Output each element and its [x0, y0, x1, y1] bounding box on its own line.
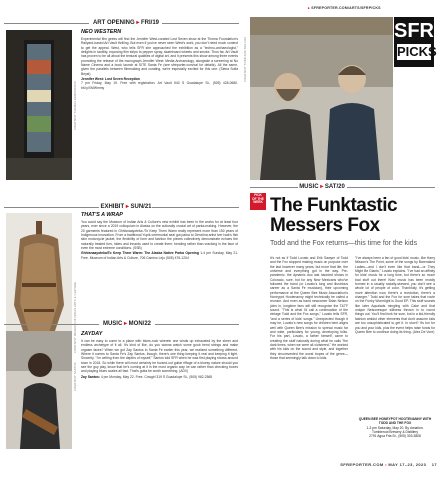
exhibit-kicker: THAT'S A WRAP	[81, 212, 123, 218]
music-mon-header: MUSIC ▸ MON/22	[102, 321, 152, 327]
feature-column-1: It's not as if Todd Lovato and Erik Sawyer of Todd and the Fox stopped making music on purpose over the last however many years, but more that life, the universe and everything got in the way. Pre-pandemic, the dynamic duo last haunted shows in Colorado, sure, but for any New Mexicans who've followed the band (or Lovato's long and illustrious career as a Santa Fe musician), their upcoming performance at the Queen Bee Music Association's Honeypot Hootenanny might technically be called a reunion. And even as band newcomer Brian Nelson joins in, longtime fans will still recognize the T&TF sound. "This is what I'd call a continuation of the vintage Todd and the Fox songs," Lovato tells SFR, "and a series of kids' songs." Unexpected though it may be, Lovato's new songs for children bent aligns well with Queen Bee's mission to spread music far and wide, particularly for young, developing folks. For his part, Lovato, a father himself, came to creating the stuff naturally during what he calls "the dark times, when we were all cloistered." He worked with his kids on the sound and style, and together they circumvented the worst tropes of the genre—those that seemingly talk down to kids.	[270, 256, 348, 360]
art-photo	[6, 30, 72, 180]
pick-of-the-week-badge: PICK OF THE WEEK	[250, 193, 266, 210]
art-body: Experimental film geeks will find the Jennifer West-curated Lost Seven show at the Thoma Foundation's Railyard-based Art Vault thrilling. But even if you've never seen West's work, you don't need much context to get the appeal. West, who tells SFR she approached the exhibition as a "techno-archaeologist," delights in tactility, exposing film strips to pepper spray, skateboard wheels and smoke. Thus far, Art Vault has proven to be all about the textural qualities of digital art, and it presents this show among three events promoting the release of the monograph Jennifer West: Media Archaeology, alongside a screening at No Name Cinema and a book launch at SITE Santa Fe (see sfreporter.com/cal for details). All the same, given the parallels between filmmaking and curating, we're especially excited for this one. (Siena Sofia Beyst)	[81, 37, 238, 76]
feature-title: The Funktastic Messers Fox	[270, 195, 398, 236]
feature-event-info	[355, 417, 435, 438]
event-time: 1-3 pm Saturday, May 20. By donation.	[366, 425, 424, 430]
feature-subtitle: Todd and the Fox returns—this time for the kids	[270, 240, 418, 247]
zay-body: It can be easy to come to a place with blues-rock wherein one winds up exhausted by the sheer and endless archetype of it all. It's kind of like, do you wanna watch some goob bend strings and make orgasm faces? When we got Zay Santos in Santa Fe earlier this year, we realized something different. Where it comes to Santa Fe's Zay Santos, though, there's one thing keeping it real and keeping it tight. Sincerity. "I'm writing from the depths of myself," Santos told SFR when he was first playing shows around town in 2018. So while there will most certainly be fuzzed-out guitar riffage of a bluesy nature should you see the guy play, know that he's coming at it in the most organic way he can rather than checking boxes and playing blues scales all fast. That's gotta be worth something. (ADV)	[81, 339, 238, 374]
art-info: 7 pm Friday, May 19. Free with registration. Art Vault 540 S Guadalupe St., (505) 428-0680. bit.ly/XMWmmy	[81, 81, 238, 90]
zay-info: 4 pm Monday, May 22. Free. Cowgirl 319 S Guadalupe St., (505) 982-2565	[100, 374, 213, 379]
exhibit-article	[81, 212, 238, 260]
art-kicker: NEO WESTERN	[81, 29, 122, 35]
page-footer: SFREPORTER.COM • MAY 17–23, 2023 17	[340, 462, 437, 467]
sfr-picks-badge: SFR PICKS	[394, 17, 434, 67]
zay-photo-credit: COURTESY SANTOS	[74, 362, 77, 391]
exhibit-body: You could say the Museum of Indian Arts & Culture's new exhibit has been in the works for at least four years, ever since a 2019 colloquium in Alaska on the culturally crucial art of parka-making. However, the 20 garments featured in Ghhisnaayoteka /To Keep Them Warm really represent more than 150 years of Indigenous innovation. From a traditional Yupik ceremonial seal gut parka to Dena'ina artist Iver Isak's fish skin motorcycle jacket, the flexibility of form and fashion the pieces collectively demonstrate echoes the naturally treated furs, hides and innards used to create them: bending rather than cracking in the face of even the most extreme conditions. (SSB)	[81, 220, 238, 251]
feature-photo-credit: COURTESY TODD AND THE FOX	[244, 36, 247, 82]
section-url[interactable]: ▸ SFREPORTER.COM/ARTS/SFRPICKS	[308, 6, 381, 10]
todd-and-the-fox-photo	[250, 17, 393, 180]
zay-info-title: Zay Santos:	[81, 374, 100, 379]
art-photo-credit: COURTESY THOMAS EDMONDSON	[74, 81, 77, 130]
parka-photo-credit: COURTESY MUSEUM OF INDIAN ARTS & CULTURE	[74, 281, 77, 353]
zay-photo	[6, 331, 72, 449]
zay-article	[81, 331, 238, 379]
art-info-title: Jennifer West: Lost Seven Reception	[81, 77, 140, 82]
exhibit-info: 1-4 pm Sunday, May 21. Free. Museum of Indian Arts & Culture, 706 Camino Lejo (505) 476-1204	[81, 251, 238, 260]
exhibit-header: EXHIBIT ▸ SUN/21	[100, 204, 152, 210]
exhibit-info-title: Ghhisnaayoteka/To Keep Them Warm: The Alaska Native Parka Opening	[81, 251, 199, 256]
event-title: QUEEN BEE HONEYPOT HOOTENANNY WITH TODD AND THE FOX	[358, 417, 432, 426]
music-sat-header: MUSIC ▸ SAT/20	[299, 184, 345, 190]
event-address: 2791 Agua Fria St., (505) 303-3808	[369, 434, 421, 439]
art-article	[81, 29, 238, 90]
zay-kicker: ZAYDAY	[81, 331, 103, 337]
event-place: Tumbleroot Brewery & Distillery	[371, 429, 419, 434]
art-opening-header: ART OPENING ▸ FRI/19	[92, 20, 160, 26]
feature-column-2: "I've always been a fan of good kids' music, like Harry Nilsson's The Point, some of the songs by Barenaked Ladies—and I don't even like that band—or They Might Be Giants," Lovato explains. "I've had an affinity for kids' music for a long time, but there's so much bad stuff out there! Kids' music has been mostly formed in a usually racially-skewed, you don't see a whole lot of people of color. Thankfully, it's getting more attention now, there's a revolution, there's a changer." Todd and the Fox for sure takes that route on the Funky Wormlight is Good EP. This stuff sounds like later Aqualads mingling with Cake and that unique Nelsonesque silliness thrown in to round things out. You'll find funk for sure, but in a kid-friendly fashion amidst other elements that don't assume kids are too unsophisticated to get it. In short? It's fun for you and your kids, plus the event helps raise funds for Queen Bee to continue doing its thing. (Alex De Vore)	[355, 256, 435, 334]
